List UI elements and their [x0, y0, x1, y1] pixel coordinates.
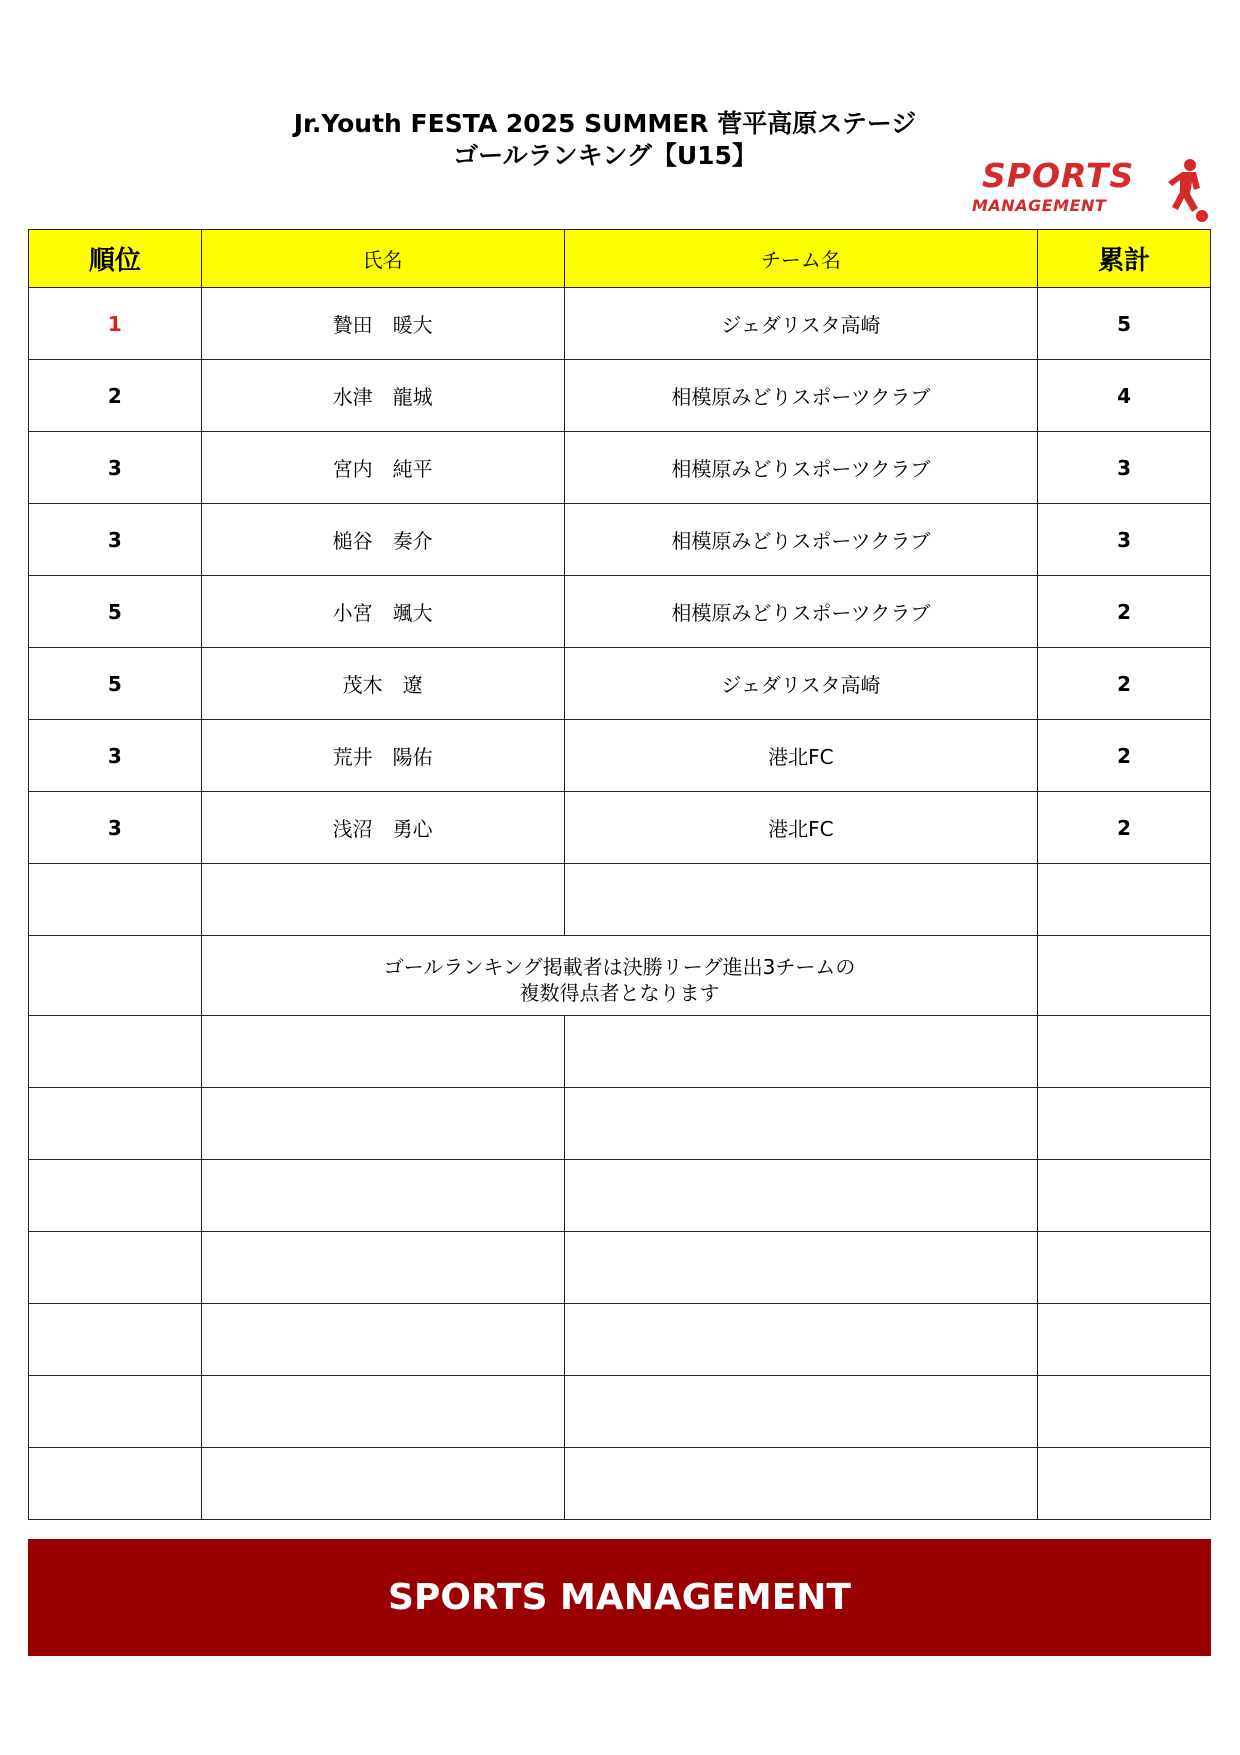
empty-cell — [564, 1304, 1038, 1376]
empty-cell — [201, 1376, 564, 1448]
rank-cell: 3 — [29, 720, 202, 792]
column-header-name: 氏名 — [201, 230, 564, 288]
empty-cell — [29, 864, 202, 936]
empty-row — [29, 1376, 1211, 1448]
column-header-total: 累計 — [1038, 230, 1211, 288]
footer-text: SPORTS MANAGEMENT — [388, 1577, 851, 1618]
table-row — [29, 288, 1211, 360]
rank-cell: 5 — [29, 648, 202, 720]
empty-cell — [29, 1016, 202, 1088]
empty-cell — [29, 1232, 202, 1304]
empty-cell — [564, 1232, 1038, 1304]
total-cell: 2 — [1038, 792, 1211, 864]
rank-cell: 5 — [29, 576, 202, 648]
team-cell: 相模原みどりスポーツクラブ — [564, 432, 1038, 504]
title-line-2: ゴールランキング【U15】 — [453, 141, 757, 170]
team-cell: ジェダリスタ高崎 — [564, 648, 1038, 720]
empty-cell — [1038, 1232, 1211, 1304]
empty-cell — [1038, 1376, 1211, 1448]
total-cell: 2 — [1038, 720, 1211, 792]
name-cell: 小宮 颯大 — [201, 576, 564, 648]
notice-line-2: 複数得点者となります — [519, 980, 720, 1005]
empty-cell — [564, 1376, 1038, 1448]
empty-cell — [201, 1232, 564, 1304]
empty-cell — [564, 1088, 1038, 1160]
total-cell: 3 — [1038, 504, 1211, 576]
name-cell: 水津 龍城 — [201, 360, 564, 432]
table-row — [29, 576, 1211, 648]
table-row — [29, 792, 1211, 864]
empty-cell — [1038, 1448, 1211, 1520]
empty-cell — [564, 1160, 1038, 1232]
logo-text-management: MANAGEMENT — [972, 196, 1107, 215]
total-cell: 4 — [1038, 360, 1211, 432]
empty-cell — [29, 1088, 202, 1160]
table-header-row — [29, 230, 1211, 288]
empty-cell — [29, 1160, 202, 1232]
notice-line-1: ゴールランキング掲載者は決勝リーグ進出3チームの — [383, 954, 856, 979]
total-cell: 2 — [1038, 576, 1211, 648]
goal-ranking-table — [28, 229, 1211, 1520]
empty-cell — [1038, 1088, 1211, 1160]
empty-row — [29, 1088, 1211, 1160]
soccer-player-icon — [1158, 158, 1213, 223]
total-cell: 5 — [1038, 288, 1211, 360]
rank-cell: 1 — [29, 288, 202, 360]
empty-cell — [1038, 936, 1211, 1016]
empty-row — [29, 1232, 1211, 1304]
empty-cell — [201, 1016, 564, 1088]
empty-row — [29, 1448, 1211, 1520]
notice-cell — [201, 936, 1037, 1016]
team-cell: 港北FC — [564, 792, 1038, 864]
table-row — [29, 648, 1211, 720]
name-cell: 槌谷 奏介 — [201, 504, 564, 576]
empty-cell — [564, 1448, 1038, 1520]
team-cell: ジェダリスタ高崎 — [564, 288, 1038, 360]
name-cell: 贄田 暖大 — [201, 288, 564, 360]
empty-row — [29, 864, 1211, 936]
sports-management-logo — [968, 158, 1213, 228]
total-cell: 3 — [1038, 432, 1211, 504]
empty-cell — [201, 1160, 564, 1232]
name-cell: 宮内 純平 — [201, 432, 564, 504]
empty-cell — [1038, 1016, 1211, 1088]
empty-cell — [29, 936, 202, 1016]
team-cell: 相模原みどりスポーツクラブ — [564, 504, 1038, 576]
empty-cell — [201, 864, 564, 936]
empty-cell — [201, 1088, 564, 1160]
empty-cell — [564, 864, 1038, 936]
rank-cell: 3 — [29, 792, 202, 864]
footer-banner — [28, 1539, 1211, 1656]
total-cell: 2 — [1038, 648, 1211, 720]
empty-cell — [29, 1448, 202, 1520]
rank-cell: 3 — [29, 432, 202, 504]
team-cell: 港北FC — [564, 720, 1038, 792]
name-cell: 浅沼 勇心 — [201, 792, 564, 864]
notice-row — [29, 936, 1211, 1016]
empty-cell — [564, 1016, 1038, 1088]
empty-row — [29, 1016, 1211, 1088]
logo-text-sports: SPORTS — [982, 156, 1135, 195]
table-row — [29, 432, 1211, 504]
empty-row — [29, 1304, 1211, 1376]
title-line-1: Jr.Youth FESTA 2025 SUMMER 菅平高原ステージ — [293, 109, 917, 138]
table-row — [29, 504, 1211, 576]
column-header-rank: 順位 — [29, 230, 202, 288]
team-cell: 相模原みどりスポーツクラブ — [564, 360, 1038, 432]
empty-cell — [201, 1448, 564, 1520]
empty-cell — [1038, 864, 1211, 936]
name-cell: 茂木 遼 — [201, 648, 564, 720]
empty-row — [29, 1160, 1211, 1232]
empty-cell — [29, 1304, 202, 1376]
table-row — [29, 720, 1211, 792]
empty-cell — [1038, 1160, 1211, 1232]
team-cell: 相模原みどりスポーツクラブ — [564, 576, 1038, 648]
rank-cell: 3 — [29, 504, 202, 576]
column-header-team: チーム名 — [564, 230, 1038, 288]
empty-cell — [201, 1304, 564, 1376]
empty-cell — [29, 1376, 202, 1448]
rank-cell: 2 — [29, 360, 202, 432]
table-row — [29, 360, 1211, 432]
empty-cell — [1038, 1304, 1211, 1376]
name-cell: 荒井 陽佑 — [201, 720, 564, 792]
